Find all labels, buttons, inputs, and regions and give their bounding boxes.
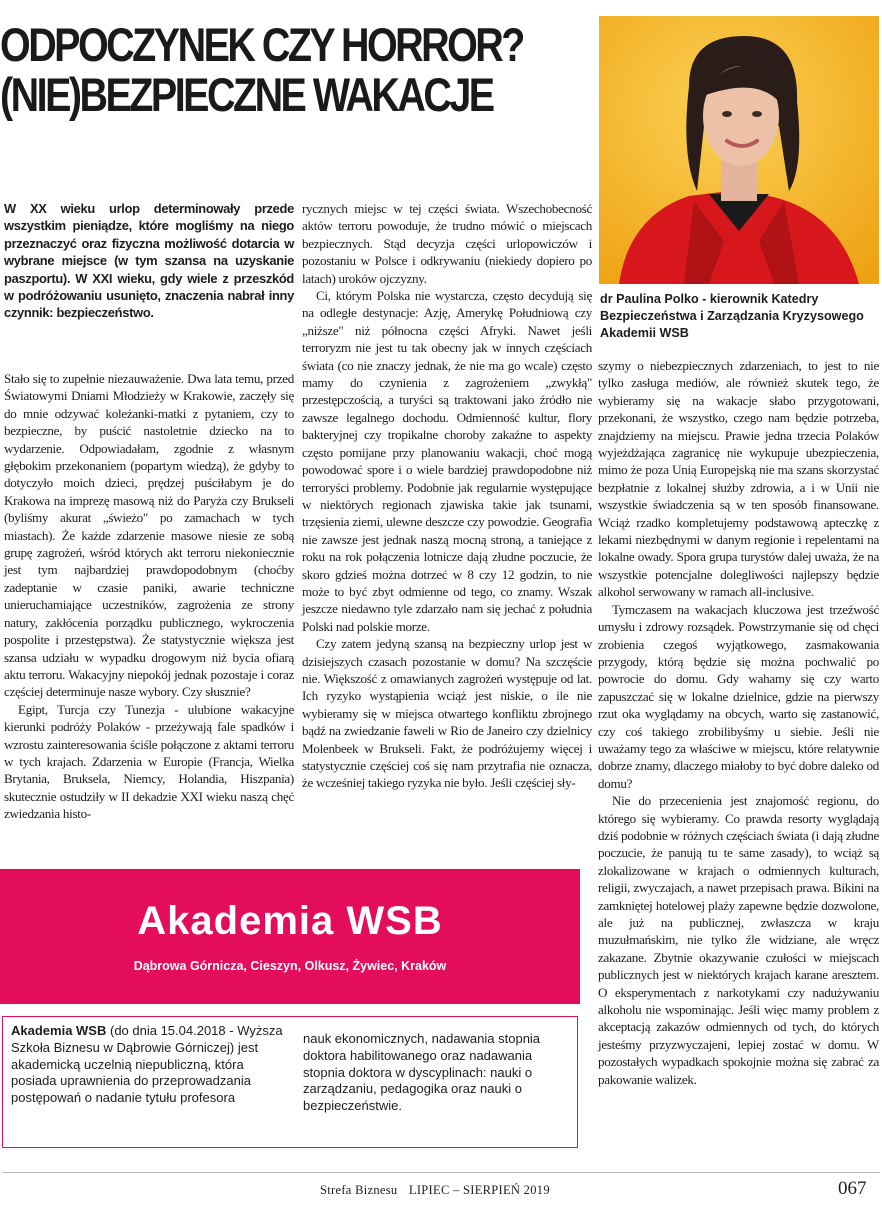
footer [320,1183,550,1198]
paragraph: Ci, którym Polska nie wystarcza, często decydują się na odległe destynacje: Azję, Amerykę Południową czy „niższe" niż północna części Afryki. Nawet jeśli terroryzm nie jest tu tak obecny jak w innych częściach świata (co nie znaczy jednak, że nie ma go wcale) często mamy do czynienia z zagrożeniem „zwykłą" przestępczością, a turyści są traktowani jako źródło nie zawsze legalnego dochodu. Odmienność kultur, flory bakteryjnej czy tropikalne choroby zakaźne to aspekty często pomijane przy planowaniu wakacji, choć mogą powodować spore i o wiele bardziej prawdopodobne niż terroryści problemy. Podobnie jak regularnie występujące w niektórych regionach zjawiska takie jak tsunami, trzęsienia ziemi, ulewne deszcze czy powodzie. Geografia nie zawsze jest jednak naszą mocną stroną, a taniejące z roku na rok połączenia lotnicze dają złudne poczucie, że skoro gdzieś można dotrzeć w 8 czy 12 godzin, to nie może to być zbyt odmienne od tego, co znamy. Wszak jeszcze niedawno tyle zdarzało nam się jechać z południa Polski nad polskie morze. [302,288,592,634]
footer-divider [2,1172,880,1173]
info-text-2: nauk ekonomicznych, nadawania stopnia doktora habilitowanego oraz nadawania stopnia doktora w dyscyplinach: nauki o zarządzaniu, pedagogika oraz nauki o bezpieczeństwie. [303,1031,541,1114]
paragraph: rycznych miejsc w tej części świata. Wszechobecność aktów terroru powoduje, że trudno mówić o miejscach bezpiecznych. Stąd decyzja części urlopowiczów i pozostaniu w Polsce i odkrywaniu (niekiedy dopiero po latach) uroków ojczyzny. [302,201,592,286]
photo-caption: dr Paulina Polko - kierownik Katedry Bezpieczeństwa i Zarządzania Kryzysowego Akademii WSB [600,292,864,340]
magazine-name: Strefa Biznesu [320,1183,398,1197]
paragraph: Egipt, Turcja czy Tunezja - ulubione wakacyjne kierunki podróży Polaków - przeżywają fale spadków i wzrostu zainteresowania ściśle połączone z aktami terroru w tych krajach. Zdarzenia w Europie (Francja, Wielka Brytania, Bruksela, Niemcy, Holandia, Hiszpania) skutecznie ostudziły w II dekadzie XXI wieku naszą chęć zwiedzania histo- [4,701,294,822]
paragraph: Nie do przecenienia jest znajomość regionu, do którego się wybieramy. Co prawda resorty wyglądają dziś podobnie w różnych częściach świata (i dają złudne poczucie, że panują tu te same zasady), to wciąż są zlokalizowane w krajach o odmiennych kulturach, religii, zwyczajach, a nawet przepisach prawa. Bikini na zamkniętej hotelowej plaży zapewne będzie dozwolone, ale już na publicznej, zwłaszcza w kraju muzułmańskim, nie tylko źle widziane, ale wręcz zakazane. Zbytnie okazywanie czułości w miejscach publicznych jest w niektórych krajach karane aresztem. O eksperymentach z narkotykami czy nadużywaniu alkoholu nie wspominając. Jeśli więc mamy problem z akceptacją zakazów odmiennych od tych, do których jesteśmy przyzwyczajeni, lepiej zostać w domu. W pozostałych wypadkach spokojnie można się zabrać za pakowanie walizek. [598,793,879,1087]
ad-banner [0,869,580,1004]
info-box [2,1016,578,1148]
article-lead: W XX wieku urlop determinowały przede wszystkim pieniądze, które mogliśmy na niego przeznaczyć oraz fizyczna możliwość dotarcia w wybrane miejsce (w tym szansa na uzyskanie paszportu). W XXI wieku, gdy wiele z przeszkód w podróżowaniu usunięto, znaczenia nabrał inny czynnik: bezpieczeństwo. [4,201,294,321]
column-3 [598,357,879,1088]
paragraph: szymy o niebezpiecznych zdarzeniach, to jest to nie tylko zasługa mediów, ale również skutek tego, że wybieramy się na wakacje słabo przygotowani, przekonani, że wszystko, czego nam będzie potrzeba, znajdziemy na miejscu. Prawie jedna trzecia Polaków wyjeżdżająca zagranicę nie wykupuje ubezpieczenia, mimo że poza Unią Europejską nie ma szans skorzystać bezpłatnie z lokalnej służby zdrowia, a i w Unii nie wszystkie świadczenia są w ten sposób finansowane. Wciąż rzadko kompletujemy podstawową apteczkę z lekami niezbędnymi w danym regionie i repelentami na lokalne owady. Spora grupa turystów dalej uważa, że na wszystkie potencjalne dolegliwości najlepszy będzie alkohol serwowany w ramach all-inclusive. [598,358,879,600]
article-title [0,18,523,121]
column-2 [302,200,592,792]
paragraph: Czy zatem jedyną szansą na bezpieczny urlop jest w dzisiejszych czasach pozostanie w domu? Na szczęście nie. Większość z omawianych zagrożeń występuje od lat. Ich ryzyko wystąpienia wciąż jest niskie, o ile nie wybieramy się w miejsca otwartego konfliktu zbrojnego bądź na zwiedzanie faweli w Rio de Janeiro czy dzielnicy Molenbeek w Brukseli. Fakt, że podróżujemy więcej i statystycznie częściej coś się nam przytrafia nie oznacza, że wcześniej takiego ryzyka nie było. Jeśli częściej sły- [302,636,592,791]
info-text-1: (do dnia 15.04.2018 - Wyższa Szkoła Biznesu w Dąbrowie Górniczej) jest akademicką uczelnią niepubliczną, która posiada uprawnienia do przeprowadzania postępowań o nadanie tytułu profesora [11,1023,283,1106]
banner-title: Akademia WSB [137,899,443,943]
issue-date: LIPIEC – SIERPIEŃ 2019 [408,1183,550,1197]
page-number: 067 [838,1178,867,1199]
title-line-1: ODPOCZYNEK CZY HORROR? [0,18,523,71]
paragraph: Stało się to zupełnie niezauważenie. Dwa lata temu, przed Światowymi Dniami Młodzieży w Krakowie, zaczęły się do mnie odzywać koleżanki-matki z pytaniem, czy to bezpieczne, by puścić nastoletnie dziecko na to wydarzenie. Odpowiadałam, zgodnie z własnym głębokim przekonaniem (popartym wiedzą), że gdyby to dotyczyło moich dzieci, prędzej puściłabym je do Krakowa na imprezę masową niż do Paryża czy Brukseli (byliśmy akurat „świeżo" po zamachach w tych miastach). Że każde zdarzenie masowe niesie ze sobą grupę zagrożeń, wśród których akt terroru niekoniecznie jest tym najbardziej prawdopodobnym (choćby zadeptanie w czasie paniki, awarie techniczne unieruchamiające uczestników, zagrożenia ze strony natury, zakłócenia porządku publicznego, wykroczenia pospolite i przestępstwa). Że statystycznie większa jest szansa udziału w wypadku drogowym niż bycia ofiarą aktu terroru. Wakacyjny niepokój jednak pozostaje i coraz częściej determinuje nasze wybory. Czy słusznie? [4,371,294,700]
author-photo [599,16,879,284]
info-column-1 [11,1023,286,1107]
paragraph: Tymczasem na wakacjach kluczowa jest trzeźwość umysłu i zdrowy rozsądek. Powstrzymanie się od chęci zrobienia czegoś wyjątkowego, zasmakowania przygody, którą będzie się można pochwalić po powrocie do domu. Gdy wahamy się czy warto zapuszczać się w lokalne dzielnice, gdzie na pierwszy rzut oka wyglądamy na obcych, warto się zastanowić, czy coś takiego zrobilibyśmy u siebie. Jeśli nie uważamy tego za właściwe w miejscu, które relatywnie dobrze znamy, dlaczego miałoby to być dobre daleko od domu? [598,601,879,791]
banner-cities: Dąbrowa Górnicza, Cieszyn, Olkusz, Żywiec, Kraków [133,959,447,973]
column-1 [4,370,294,823]
title-line-2: (NIE)BEZPIECZNE WAKACJE [0,68,493,121]
info-name: Akademia WSB [11,1023,107,1038]
